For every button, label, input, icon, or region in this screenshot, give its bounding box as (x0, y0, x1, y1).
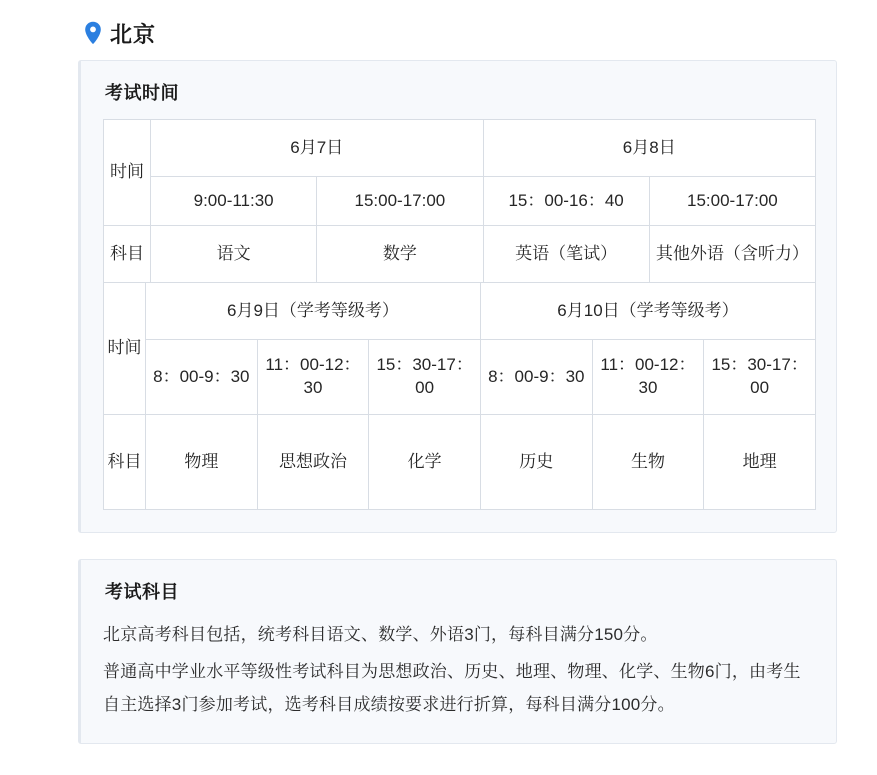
exam-subject-paragraph-1: 北京高考科目包括，统考科目语文、数学、外语3门，每科目满分150分。 (103, 625, 658, 644)
cell-date-june10: 6月10日（学考等级考） (480, 283, 815, 340)
cell-subject-5: 物理 (146, 415, 258, 510)
cell-date-june9: 6月9日（学考等级考） (146, 283, 481, 340)
location-header (84, 18, 837, 48)
table-row (104, 177, 816, 226)
row-label-subject-2: 科目 (104, 415, 146, 510)
cell-subject-8: 历史 (480, 415, 592, 510)
cell-time-1: 9:00-11:30 (151, 177, 317, 226)
cell-subject-3: 英语（笔试） (483, 226, 649, 283)
exam-subject-card (78, 559, 837, 744)
row-label-time-2: 时间 (104, 283, 146, 415)
map-pin-icon (84, 21, 102, 45)
cell-time-2: 15:00-17:00 (317, 177, 483, 226)
table-row (104, 283, 816, 340)
cell-time-8: 8：00-9：30 (480, 340, 592, 415)
cell-time-9: 11：00-12：30 (592, 340, 704, 415)
cell-subject-9: 生物 (592, 415, 704, 510)
cell-time-4: 15:00-17:00 (649, 177, 815, 226)
cell-subject-2: 数学 (317, 226, 483, 283)
exam-time-title: 考试时间 (105, 83, 179, 103)
exam-time-table (103, 119, 816, 283)
cell-time-10: 15：30-17：00 (704, 340, 816, 415)
table-row (104, 340, 816, 415)
cell-date-june8: 6月8日 (483, 120, 816, 177)
cell-time-5: 8：00-9：30 (146, 340, 258, 415)
exam-time-card (78, 60, 837, 533)
table-row (104, 415, 816, 510)
table-row (104, 226, 816, 283)
cell-subject-10: 地理 (704, 415, 816, 510)
location-name: 北京 (110, 21, 157, 47)
exam-subject-title: 考试科目 (105, 582, 179, 602)
row-label-time-1: 时间 (104, 120, 151, 226)
table-row (104, 120, 816, 177)
cell-subject-1: 语文 (151, 226, 317, 283)
cell-time-3: 15：00-16：40 (483, 177, 649, 226)
cell-time-6: 11：00-12：30 (257, 340, 369, 415)
cell-time-7: 15：30-17：00 (369, 340, 481, 415)
exam-time-table-second (103, 282, 816, 510)
cell-subject-6: 思想政治 (257, 415, 369, 510)
row-label-subject-1: 科目 (104, 226, 151, 283)
cell-subject-7: 化学 (369, 415, 481, 510)
exam-subject-paragraph-2: 普通高中学业水平等级性考试科目为思想政治、历史、地理、物理、化学、生物6门，由考生自主选择3门参加考试，选考科目成绩按要求进行折算，每科目满分100分。 (103, 662, 801, 715)
cell-date-june7: 6月7日 (151, 120, 484, 177)
cell-subject-4: 其他外语（含听力） (649, 226, 815, 283)
